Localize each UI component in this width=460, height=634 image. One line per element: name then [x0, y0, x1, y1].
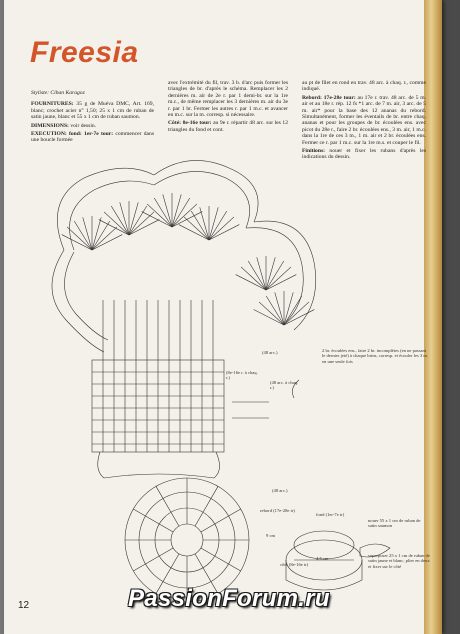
chart-strokes	[52, 160, 390, 602]
chart-label-48arc-bottom: (48 arc.)	[272, 488, 288, 493]
chart-label-48arc-right: (48 arc. à chaq. r.)	[270, 380, 299, 391]
side-paragraph: Côté: 8e-16e tour: au 9e r. répartir 48 arc. sur les 12 triangles du fond et cont.	[168, 120, 288, 133]
materials-paragraph: FOURNITURES: 35 g de Muéva DMC, Art. 169, blanc; crochet acier n° 1,50; 25 x 1 cm de ruban de satin jaune, blanc et 55 x 1 cm de ruban saumon.	[31, 101, 154, 121]
magazine-page	[4, 0, 442, 634]
page-number: 12	[18, 600, 30, 611]
dimensions-paragraph: DIMENSIONS: voir dessin.	[31, 122, 97, 129]
chart-label-fond: fond (1er-7e tr)	[316, 512, 345, 517]
ribbon-note-salmon: nouer 55 x 1 cm de ruban de satin saumon	[368, 518, 421, 529]
instructions-column-2	[168, 80, 288, 135]
next-page-edge	[424, 0, 442, 634]
watermark-logo: PassionForum.ru	[128, 585, 330, 612]
size-label-4-5cm: 4,5 cm	[316, 556, 329, 561]
border-paragraph: Rebord: 17e-28e tour: au 17e r. trav. 48 arc. de 5 m. air et au 18e r. rép. 12 fs *1 arc. de 7 m. air, 3 arc. de 5 m. air* pour la base des 12 ananas du rebord. Simultanément, former les éventails de br. entre chaq. ananas et pour les groupes de br. écoulées ens. avec picot du 28e r., faire 2 br. écoulées ens., 3 m. air, 1 m.c. dans la 1re de ces 3 m., 1 m. air et 2 br. écoulées ens. Fermer ce r. par 1 m.c. sur la 1re m.s. et couper le fil.	[302, 94, 426, 146]
instructions-column-1	[31, 90, 154, 146]
mesh-paragraph: au pt de filet en rond en trav. 48 arc. à chaq. r., comme indiqué.	[302, 80, 426, 93]
chart-note-double-stitch: 2 br. écoulées ens., faire 2 br. incomplètes (en ne passant le dernier jeté) à chaque brins, corresp. et écouler les 3 m. en une seule fois	[322, 348, 429, 364]
execution-paragraph: EXECUTION: fond: 1er-7e tour: commencer dans une boucle formée	[31, 131, 155, 144]
chart-label-side: côté (8e-16e tr)	[280, 562, 309, 567]
chart-label-48arc-top: (48 arc.)	[262, 350, 278, 355]
size-label-9cm: 9 cm	[266, 533, 276, 538]
finishing-paragraph: Finitions: nouer et fixer les rubans d'après les indications du dessin.	[302, 148, 426, 161]
pattern-title: Freesia	[30, 36, 139, 69]
ribbon-note-yellow: superposer 25 x 1 cm de ruban de satin jaune et blanc, plier en deux et fixer sur le côté	[368, 553, 430, 569]
chart-label-rows: (8e-16e r. à chaq. r.)	[226, 370, 258, 381]
base-paragraph: avec l'extrémité du fil, trav. 3 b. d'arc puis former les triangles de br. d'après le schéma. Remplacer les 2 dernières m. air de 2e r. par 1 demi-br. sur la 1re m.c., de même remplacer les 3 dernières m. air du 3e r. par 1 br. Fermer les autres r. par 1 m.c. et avancer en m.c. sur la m. corresp. si nécessaire.	[168, 80, 288, 119]
instructions-column-3	[302, 80, 426, 163]
chart-label-rebord: rebord (17e-28e tr)	[260, 508, 295, 513]
stylist-credit: Styliste: Cihan Karagoz	[31, 90, 85, 96]
